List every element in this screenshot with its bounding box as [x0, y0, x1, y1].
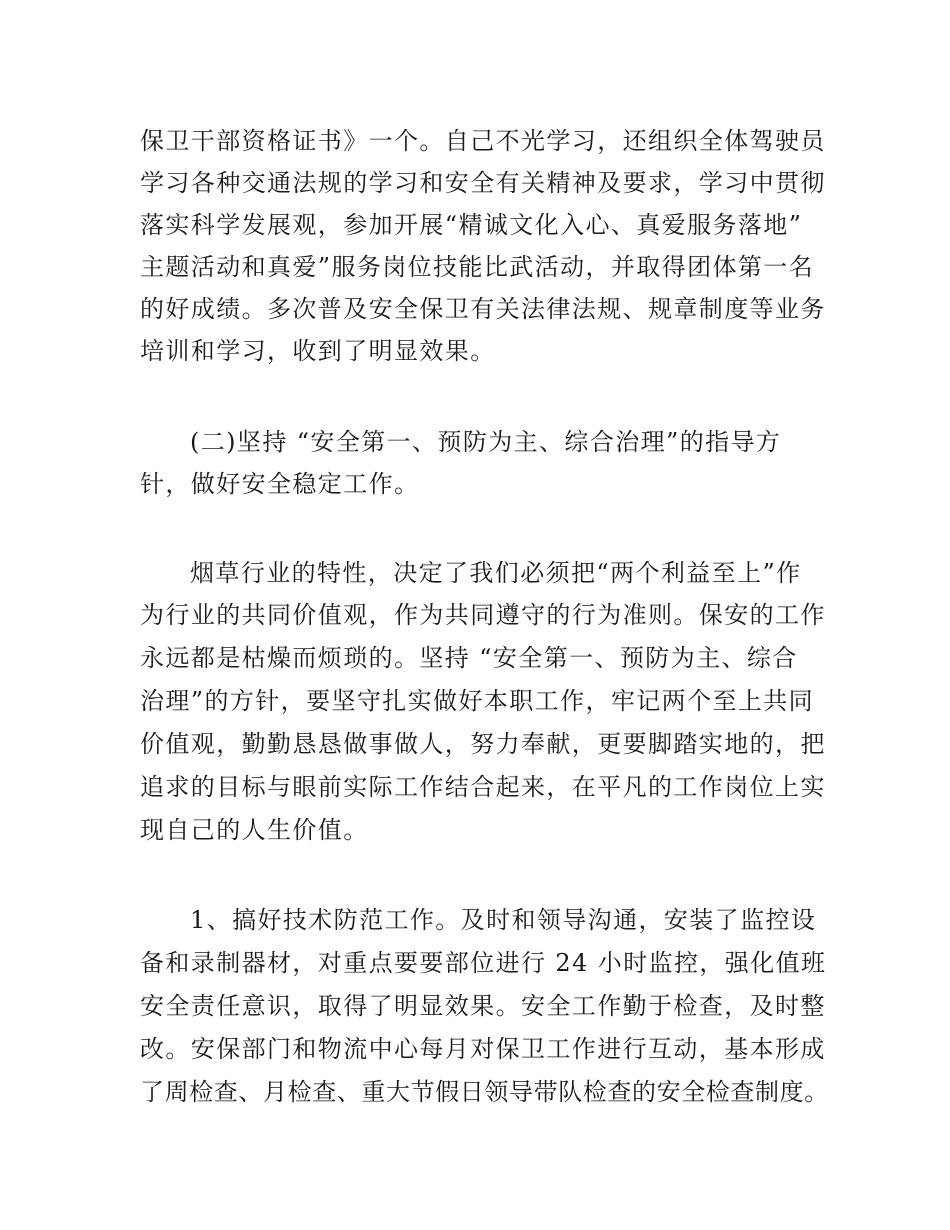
paragraph-1-line-3: 落实科学发展观，参加开展“精诚文化入心、真爱服务落地” [140, 211, 803, 239]
paragraph-3-line-4: 治理”的方针，要坚守扎实做好本职工作，牢记两个至上共同 [140, 687, 815, 715]
paragraph-1-line-4: 主题活动和真爱”服务岗位技能比武活动，并取得团体第一名 [140, 253, 815, 281]
section-heading-line-2: 针，做好安全稳定工作。 [140, 470, 420, 498]
paragraph-4-line-1: 1、搞好技术防范工作。及时和领导沟通，安装了监控设 [190, 906, 817, 934]
paragraph-4-line-3: 安全责任意识，取得了明显效果。安全工作勤于检查，及时整 [140, 992, 826, 1020]
paragraph-1-line-2: 学习各种交通法规的学习和安全有关精神及要求，学习中贯彻 [140, 169, 826, 197]
paragraph-4-line-4: 改。安保部门和物流中心每月对保卫工作进行互动，基本形成 [140, 1035, 826, 1063]
paragraph-1-line-6: 培训和学习，收到了明显效果。 [140, 337, 496, 365]
paragraph-3-line-3: 永远都是枯燥而烦琐的。坚持 “安全第一、预防为主、综合 [140, 644, 798, 672]
paragraph-3-line-5: 价值观，勤勤恳恳做事做人，努力奉献，更要脚踏实地的，把 [140, 730, 826, 758]
paragraph-3-line-2: 为行业的共同价值观，作为共同遵守的行为准则。保安的工作 [140, 601, 826, 629]
paragraph-1-line-5: 的好成绩。多次普及安全保卫有关法律法规、规章制度等业务 [140, 295, 826, 323]
paragraph-4-line-2: 备和录制器材，对重点要要部位进行 24 小时监控，强化值班 [140, 949, 827, 977]
paragraph-3-line-6: 追求的目标与眼前实际工作结合起来，在平凡的工作岗位上实 [140, 773, 826, 801]
section-heading-line-1: (二)坚持 “安全第一、预防为主、综合治理”的指导方 [190, 428, 782, 456]
paragraph-3-line-7: 现自己的人生价值。 [140, 816, 369, 844]
paragraph-4-line-5: 了周检查、月检查、重大节假日领导带队检查的安全检查制度。 [140, 1078, 829, 1106]
paragraph-3-line-1: 烟草行业的特性，决定了我们必须把“两个利益至上”作 [190, 559, 802, 587]
paragraph-1-line-1: 保卫干部资格证书》一个。自己不光学习，还组织全体驾驶员 [140, 127, 826, 155]
